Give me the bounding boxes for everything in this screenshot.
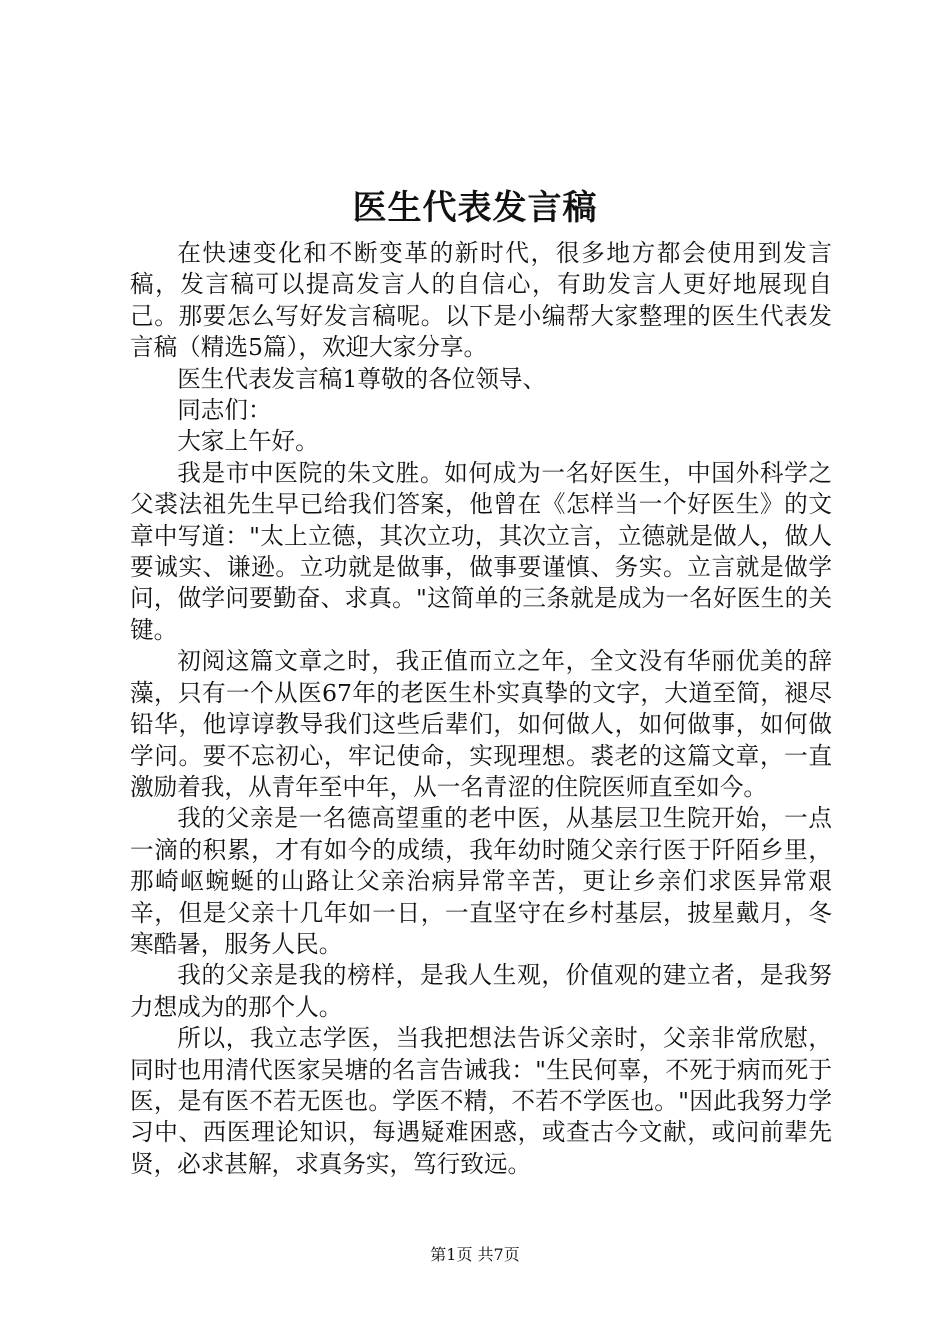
paragraph-salutation: 同志们： [177, 396, 272, 425]
paragraph-intro: 在快速变化和不断变革的新时代，很多地方都会使用到发言稿，发言稿可以提高发言人的自信心，有助发言人更好地展现自己。那要怎么写好发言稿呢。以下是小编帮大家整理的医生代表发言稿（精选5篇），欢迎大家分享。 [130, 239, 832, 362]
document-title: 医生代表发言稿 [352, 188, 598, 228]
paragraph-greeting: 大家上午好。 [177, 427, 319, 456]
document-body [130, 238, 832, 1180]
paragraph-speech-heading: 医生代表发言稿1尊敬的各位领导、 [177, 364, 547, 393]
page-number-footer: 第1页 共7页 [430, 1245, 520, 1264]
paragraph-reading-reflection: 初阅这篇文章之时，我正值而立之年，全文没有华丽优美的辞藻，只有一个从医67年的老医生朴实真挚的文字，大道至简，褪尽铅华，他谆谆教导我们这些后辈们，如何做人，如何做事，如何做学问。要不忘初心，牢记使命，实现理想。裘老的这篇文章，一直激励着我，从青年至中年，从一名青涩的住院医师直至如今。 [130, 647, 832, 801]
paragraph-decision-to-study: 所以，我立志学医，当我把想法告诉父亲时，父亲非常欣慰，同时也用清代医家吴塘的名言告诫我："生民何辜，不死于病而死于医，是有医不若无医也。学医不精，不若不学医也。"因此我努力学习中、西医理论知识，每遇疑难困惑，或查古今文献，或问前辈先贤，必求甚解，求真务实，笃行致远。 [130, 1024, 832, 1178]
paragraph-self-introduction: 我是市中医院的朱文胜。如何成为一名好医生，中国外科学之父裘法祖先生早已给我们答案，他曾在《怎样当一个好医生》的文章中写道："太上立德，其次立功，其次立言，立德就是做人，做人要诚实、谦逊。立功就是做事，做事要谨慎、务实。立言就是做学问，做学问要勤奋、求真。"这简单的三条就是成为一名好医生的关键。 [130, 458, 832, 644]
paragraph-father-story: 我的父亲是一名德高望重的老中医，从基层卫生院开始，一点一滴的积累，才有如今的成绩，我年幼时随父亲行医于阡陌乡里，那崎岖蜿蜒的山路让父亲治病异常辛苦，更让乡亲们求医异常艰辛，但是父亲十几年如一日，一直坚守在乡村基层，披星戴月，冬寒酷暑，服务人民。 [130, 804, 832, 958]
paragraph-father-role-model: 我的父亲是我的榜样，是我人生观，价值观的建立者，是我努力想成为的那个人。 [130, 961, 832, 1021]
